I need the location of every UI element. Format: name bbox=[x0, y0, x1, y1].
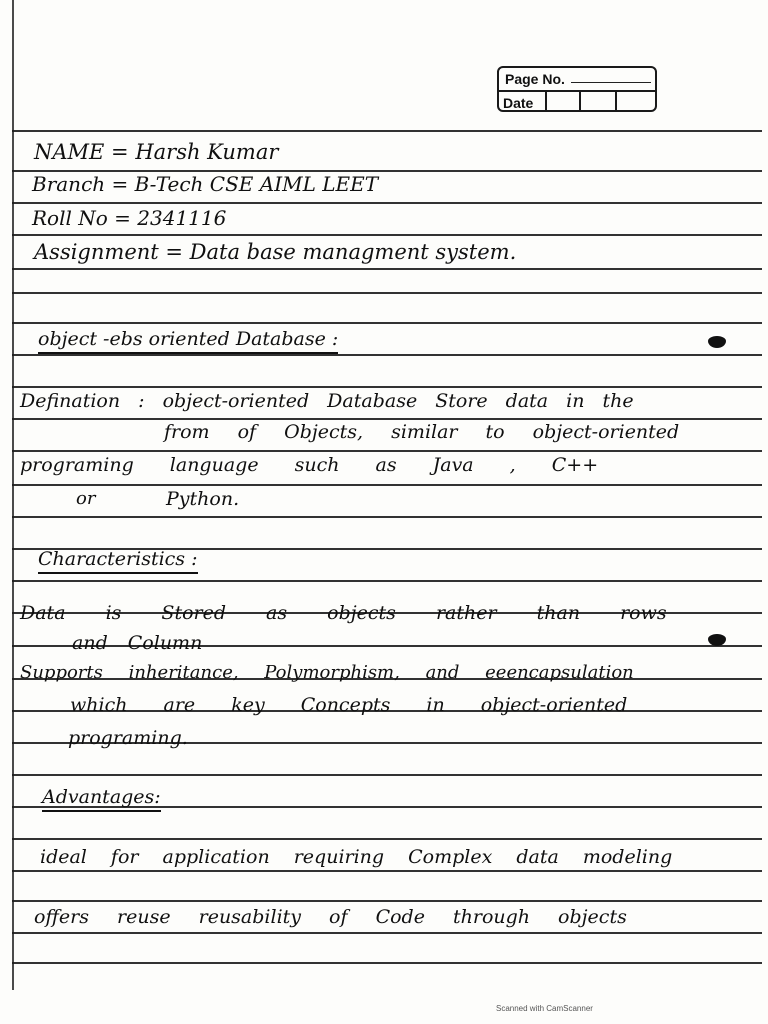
characteristics-heading: Characteristics : bbox=[38, 548, 198, 574]
box-divider bbox=[499, 90, 655, 92]
page-no-blank bbox=[571, 82, 651, 83]
advantage-line-2: offers reuse reusability of Code through objects bbox=[34, 906, 627, 928]
characteristic-line-5: programing. bbox=[68, 727, 188, 749]
date-cell-divider bbox=[615, 90, 617, 112]
ruled-line bbox=[12, 580, 762, 582]
ruled-line bbox=[12, 450, 762, 452]
page-date-box bbox=[497, 66, 657, 112]
characteristic-line-3: Supports inheritance, Polymorphism, and eeencapsulation bbox=[20, 662, 634, 683]
characteristic-line-2: and Column bbox=[72, 632, 203, 654]
ruled-line bbox=[12, 322, 762, 324]
date-label: Date bbox=[503, 95, 534, 111]
roll-line: Roll No = 2341116 bbox=[32, 206, 227, 230]
definition-line-3: programing language such as Java , C++ bbox=[20, 454, 599, 476]
topic-heading: object -ebs oriented Database : bbox=[38, 328, 338, 354]
ruled-line bbox=[12, 292, 762, 294]
ruled-line bbox=[12, 268, 762, 270]
ruled-line bbox=[12, 962, 762, 964]
page-no-label: Page No. bbox=[505, 71, 565, 87]
ruled-line bbox=[12, 354, 762, 356]
ruled-line bbox=[12, 202, 762, 204]
ruled-line bbox=[12, 386, 762, 388]
margin-line bbox=[12, 0, 14, 990]
definition-line-4-or: or bbox=[76, 488, 96, 509]
ruled-line bbox=[12, 418, 762, 420]
definition-line-2: from of Objects, similar to object-oriented bbox=[164, 421, 680, 443]
name-line: NAME = Harsh Kumar bbox=[34, 140, 279, 164]
definition-line-1: Defination : object-oriented Database Store data in the bbox=[20, 390, 634, 412]
ruled-line bbox=[12, 234, 762, 236]
ink-mark bbox=[708, 334, 726, 348]
ruled-line bbox=[12, 774, 762, 776]
definition-line-4-python: Python. bbox=[166, 488, 240, 510]
ruled-line bbox=[12, 130, 762, 132]
assignment-line: Assignment = Data base managment system. bbox=[34, 240, 517, 264]
date-cell-divider bbox=[579, 90, 581, 112]
characteristic-line-4: which are key Concepts in object-oriented bbox=[70, 694, 628, 716]
characteristic-line-1: Data is Stored as objects rather than rows bbox=[20, 602, 667, 624]
ruled-line bbox=[12, 932, 762, 934]
branch-line: Branch = B-Tech CSE AIML LEET bbox=[32, 172, 379, 196]
ruled-line bbox=[12, 516, 762, 518]
advantage-line-1: ideal for application requiring Complex data modeling bbox=[40, 846, 673, 868]
advantages-heading: Advantages: bbox=[42, 786, 161, 812]
scanner-watermark: Scanned with CamScanner bbox=[496, 1004, 593, 1013]
ruled-line bbox=[12, 870, 762, 872]
date-cell-divider bbox=[545, 90, 547, 112]
ruled-line bbox=[12, 484, 762, 486]
ink-mark bbox=[708, 632, 726, 646]
ruled-line bbox=[12, 838, 762, 840]
ruled-line bbox=[12, 900, 762, 902]
